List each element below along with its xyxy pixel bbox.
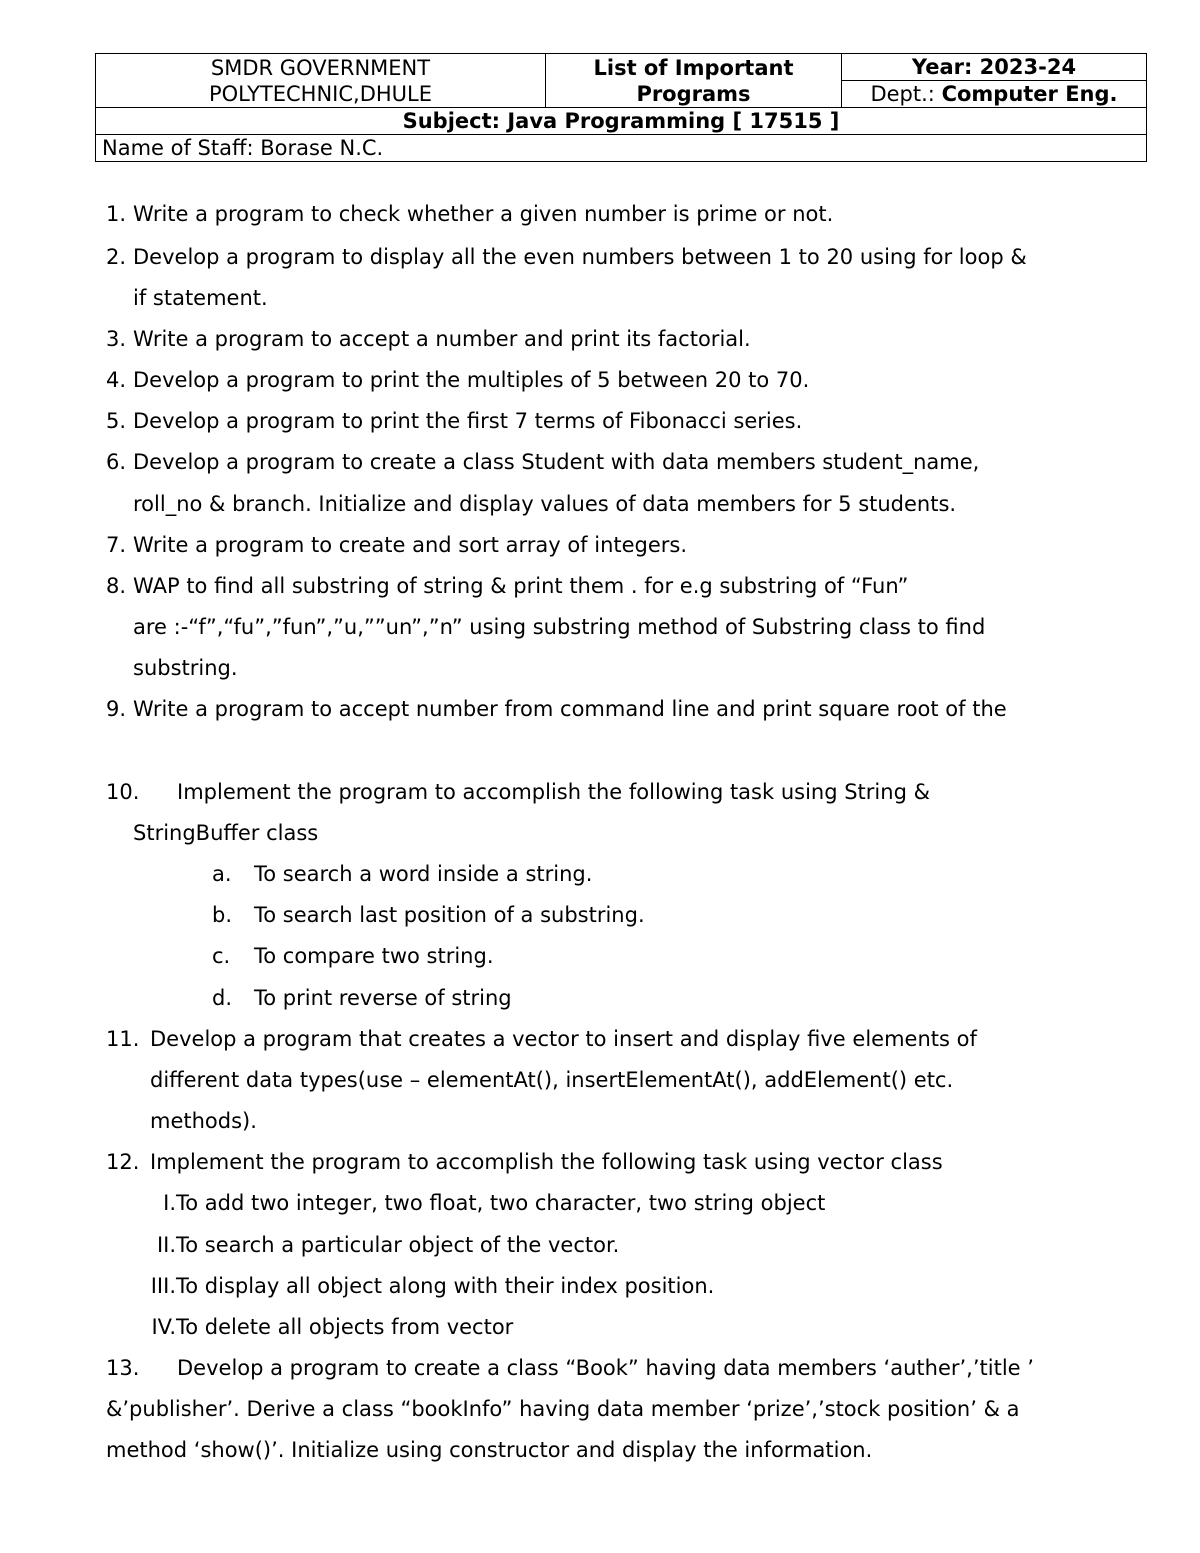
program-number: 5. <box>106 409 127 433</box>
program-number: 13. <box>106 1356 140 1380</box>
program-12-sub-1 <box>120 1189 825 1217</box>
institute-line2: POLYTECHNIC,DHULE <box>208 81 433 106</box>
program-4 <box>106 366 809 394</box>
program-number: 1. <box>106 202 127 226</box>
program-10-sub-a <box>212 860 592 888</box>
year-cell: Year: 2023-24 <box>842 54 1147 81</box>
program-text: Write a program to create and sort array of integers. <box>133 533 688 557</box>
program-12-sub-4 <box>120 1313 513 1341</box>
institute-cell <box>96 54 546 108</box>
program-2-cont: if statement. <box>133 286 268 310</box>
sub-text: To search a word inside a string. <box>254 862 593 886</box>
program-number: 10. <box>106 780 140 804</box>
program-number: 7. <box>106 533 127 557</box>
program-10-sub-d <box>212 984 512 1012</box>
program-8-cont1: are :-“f”,“fu”,”fun”,”u,””un”,”n” using substring method of Substring class to find <box>133 615 986 639</box>
doc-title-line2: Programs <box>636 81 751 106</box>
program-8-cont2: substring. <box>133 656 238 680</box>
program-text: Implement the program to accomplish the following task using vector class <box>150 1150 943 1174</box>
program-13-cont1: &’publisher’. Derive a class “bookInfo” having data member ‘prize’,’stock position’ & a <box>106 1397 1020 1421</box>
program-text: Write a program to accept number from command line and print square root of the <box>133 697 1007 721</box>
doc-title-line1: List of Important <box>593 55 794 80</box>
program-10-cont: StringBuffer class <box>133 821 319 845</box>
program-text: Write a program to accept a number and print its factorial. <box>133 327 751 351</box>
program-13 <box>106 1354 1034 1382</box>
program-number: 2. <box>106 245 127 269</box>
program-text: Develop a program to display all the even numbers between 1 to 20 using for loop & <box>133 245 1027 269</box>
program-1 <box>106 200 833 228</box>
program-number: 4. <box>106 368 127 392</box>
program-7 <box>106 531 687 559</box>
program-11-cont2: methods). <box>150 1109 257 1133</box>
sub-label: a. <box>212 862 232 886</box>
program-3 <box>106 325 751 353</box>
program-11-cont1: different data types(use – elementAt(), insertElementAt(), addElement() etc. <box>150 1068 954 1092</box>
program-8 <box>106 572 908 600</box>
program-text: Develop a program to print the first 7 terms of Fibonacci series. <box>133 409 803 433</box>
program-10-sub-b <box>212 901 645 929</box>
program-text: Develop a program to print the multiples of 5 between 20 to 70. <box>133 368 810 392</box>
sub-label: I. <box>163 1191 176 1215</box>
subject-cell: Subject: Java Programming [ 17515 ] <box>96 108 1147 135</box>
dept-label: Dept.: <box>870 82 935 106</box>
program-10 <box>106 778 930 806</box>
program-text: Write a program to check whether a given number is prime or not. <box>133 202 834 226</box>
program-2 <box>106 243 1027 271</box>
program-6 <box>106 448 979 476</box>
program-12 <box>106 1148 943 1176</box>
program-text: WAP to find all substring of string & print them . for e.g substring of “Fun” <box>133 574 909 598</box>
program-12-sub-2 <box>120 1231 619 1259</box>
program-number: 8. <box>106 574 127 598</box>
program-9 <box>106 695 1007 723</box>
institute-line1: SMDR GOVERNMENT <box>210 55 431 80</box>
program-13-cont2: method ‘show()’. Initialize using constructor and display the information. <box>106 1438 873 1462</box>
program-number: 12. <box>106 1150 140 1174</box>
sub-label: c. <box>212 944 231 968</box>
sub-text: To delete all objects from vector <box>176 1315 514 1339</box>
program-text: Implement the program to accomplish the following task using String & <box>177 780 930 804</box>
sub-text: To compare two string. <box>254 944 494 968</box>
program-number: 11. <box>106 1027 140 1051</box>
program-text: Develop a program that creates a vector to insert and display five elements of <box>150 1027 977 1051</box>
sub-text: To add two integer, two float, two character, two string object <box>176 1191 826 1215</box>
dept-value: Computer Eng. <box>941 82 1118 106</box>
sub-text: To search last position of a substring. <box>254 903 645 927</box>
sub-label: d. <box>212 986 233 1010</box>
sub-label: II. <box>156 1233 176 1257</box>
sub-text: To search a particular object of the vector. <box>176 1233 620 1257</box>
dept-cell <box>842 81 1147 108</box>
staff-cell: Name of Staff: Borase N.C. <box>96 135 1147 162</box>
program-number: 6. <box>106 450 127 474</box>
program-11 <box>106 1025 977 1053</box>
doc-title-cell <box>546 54 842 108</box>
sub-label: III. <box>150 1274 176 1298</box>
program-text: Develop a program to create a class Student with data members student_name, <box>133 450 980 474</box>
program-12-sub-3 <box>120 1272 714 1300</box>
program-text: Develop a program to create a class “Book” having data members ‘auther’,’title ’ <box>177 1356 1034 1380</box>
program-10-sub-c <box>212 942 494 970</box>
header-table <box>95 53 1147 162</box>
sub-text: To display all object along with their index position. <box>176 1274 715 1298</box>
program-number: 3. <box>106 327 127 351</box>
sub-text: To print reverse of string <box>254 986 512 1010</box>
program-6-cont: roll_no & branch. Initialize and display values of data members for 5 students. <box>133 492 957 516</box>
program-5 <box>106 407 802 435</box>
sub-label: b. <box>212 903 233 927</box>
program-number: 9. <box>106 697 127 721</box>
sub-label: IV. <box>151 1315 176 1339</box>
